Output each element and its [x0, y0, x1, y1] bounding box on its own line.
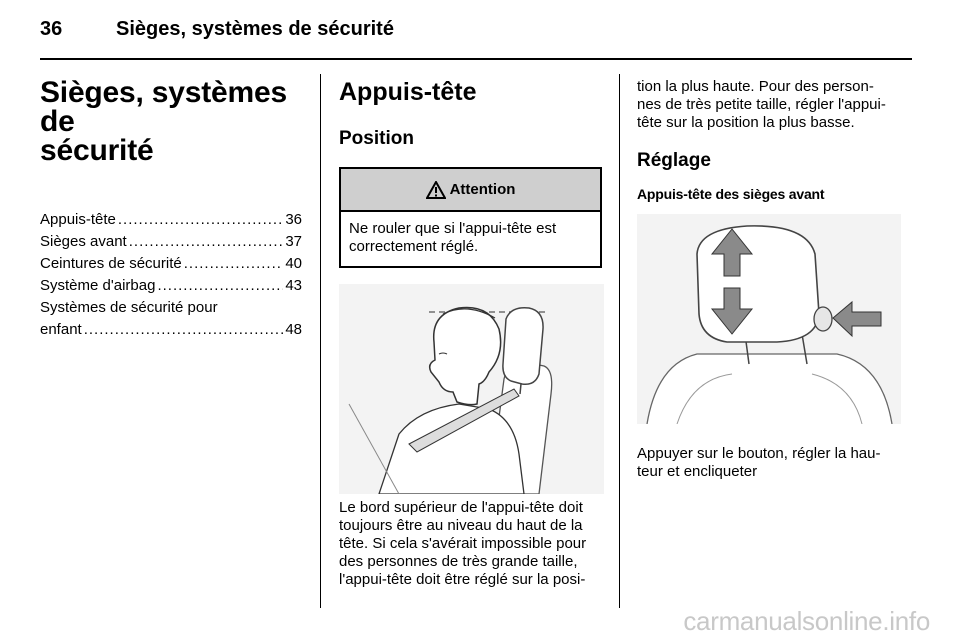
headrest-adjust-illustration — [637, 214, 901, 424]
toc-page: 40 — [285, 255, 302, 272]
front-seats-heading: Appuis-tête des sièges avant — [637, 186, 825, 202]
text-line: Le bord supérieur de l'appui-tête doit — [339, 499, 583, 516]
warning-title: Attention — [449, 181, 516, 198]
toc-leader — [118, 209, 283, 231]
toc-label: Ceintures de sécurité — [40, 255, 182, 272]
toc-leader — [157, 275, 283, 297]
toc-entry[interactable] — [40, 231, 302, 253]
text-line: tête sur la position la plus basse. — [637, 114, 855, 131]
driver-headrest-illustration — [339, 284, 604, 494]
toc-leader — [84, 319, 284, 341]
text-line: toujours être au niveau du haut de la — [339, 517, 583, 534]
column-divider-1 — [320, 74, 321, 608]
chapter-title-line2: sécurité — [40, 134, 154, 167]
toc-entry[interactable] — [40, 253, 302, 275]
page-number: 36 — [40, 18, 63, 40]
toc-entry[interactable] — [40, 275, 302, 297]
headrest-position-text-continued — [637, 78, 907, 132]
section-title: Appuis-tête — [339, 78, 477, 106]
toc-entry-multiline[interactable] — [40, 297, 302, 341]
toc-page: 43 — [285, 277, 302, 294]
column-divider-2 — [619, 74, 620, 608]
warning-header — [341, 169, 600, 212]
toc-entry[interactable] — [40, 209, 302, 231]
toc-label: Appuis-tête — [40, 211, 116, 228]
toc-page: 37 — [285, 233, 302, 250]
warning-box — [339, 167, 602, 268]
header-rule — [40, 58, 912, 60]
toc-page: 48 — [285, 321, 302, 338]
toc-label-line1: Systèmes de sécurité pour — [40, 299, 218, 316]
adjust-caption — [637, 445, 907, 481]
text-line: nes de très petite taille, régler l'appui- — [637, 96, 886, 113]
text-line: l'appui-tête doit être réglé sur la posi- — [339, 571, 586, 588]
headrest-position-text — [339, 499, 604, 589]
toc-leader — [129, 231, 284, 253]
watermark: carmanualsonline.info — [683, 606, 930, 636]
running-title: Sièges, systèmes de sécurité — [116, 18, 394, 40]
text-line: Appuyer sur le bouton, régler la hau- — [637, 445, 881, 462]
adjust-heading: Réglage — [637, 150, 711, 171]
toc-label: Sièges avant — [40, 233, 127, 250]
text-line: tête. Si cela s'avérait impossible pour — [339, 535, 587, 552]
page-header — [40, 18, 394, 41]
position-heading: Position — [339, 128, 414, 149]
text-line: des personnes de très grande taille, — [339, 553, 578, 570]
chapter-title — [40, 78, 302, 165]
toc-label-line2: enfant — [40, 321, 82, 338]
text-line: tion la plus haute. Pour des person- — [637, 78, 874, 95]
toc-leader — [184, 253, 284, 275]
chapter-column — [40, 78, 302, 341]
table-of-contents — [40, 209, 302, 341]
warning-text: Ne rouler que si l'appui-tête est correctement réglé. — [349, 220, 557, 255]
text-line: teur et encliqueter — [637, 463, 758, 480]
warning-triangle-icon — [426, 181, 446, 199]
content-column-3 — [637, 78, 907, 481]
toc-label: Système d'airbag — [40, 277, 156, 294]
content-column-2 — [339, 78, 604, 589]
chapter-title-line1: Sièges, systèmes de — [40, 76, 287, 138]
toc-page: 36 — [285, 211, 302, 228]
